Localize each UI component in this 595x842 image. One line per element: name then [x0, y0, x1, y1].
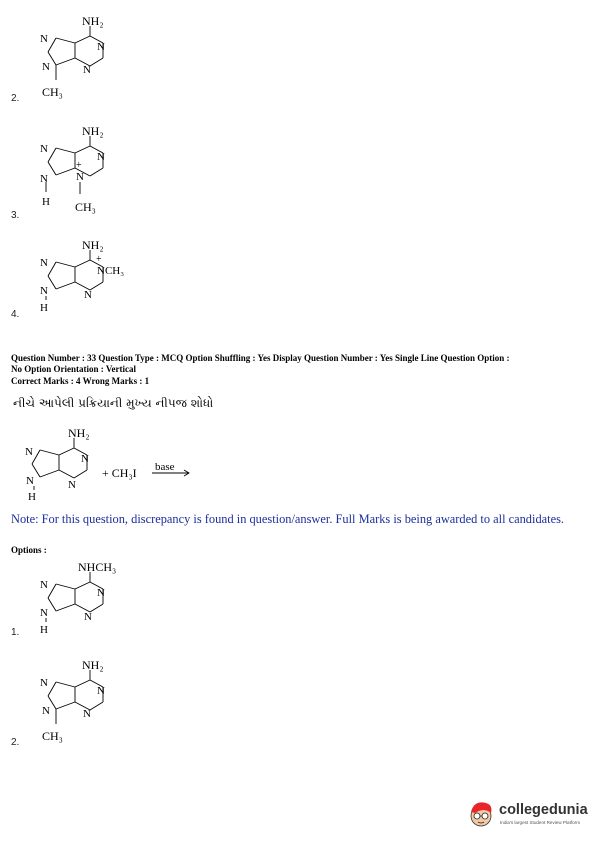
- atom-label: N: [40, 579, 48, 591]
- atom-label: N: [83, 64, 91, 76]
- reaction-scheme: [12, 422, 212, 512]
- atom-label: N: [40, 607, 48, 619]
- atom-label: NHCH₃: [78, 560, 117, 574]
- atom-label: N: [81, 453, 89, 465]
- option-number: 3.: [11, 210, 20, 221]
- atom-label: NCH₃: [97, 265, 125, 277]
- atom-label: N: [97, 685, 105, 697]
- question-meta-line1: Question Number : 33 Question Type : MCQ Option Shuffling : Yes Display Question Number : Yes Single Line Question Option :: [11, 353, 510, 363]
- atom-label: N: [26, 475, 34, 487]
- atom-label: N: [76, 171, 84, 183]
- atom-label: N: [68, 479, 76, 491]
- atom-label: N: [40, 173, 48, 185]
- atom-label: CH₃: [75, 200, 96, 214]
- option-3-structure: [28, 120, 138, 220]
- atom-label: NH₂: [68, 426, 90, 440]
- discrepancy-note: Note: For this question, discrepancy is found in question/answer. Full Marks is being awarded to all candidates.: [11, 512, 565, 526]
- atom-label: N: [40, 285, 48, 297]
- atom-label: NH₂: [82, 658, 104, 672]
- question-text: નીચે આપેલી પ્રક્રિયાની મુખ્ય નીપજ શોધો: [13, 396, 214, 410]
- logo-wordmark: collegedunia: [499, 802, 588, 818]
- question-marks: Correct Marks : 4 Wrong Marks : 1: [11, 376, 150, 386]
- atom-label: H: [42, 196, 50, 208]
- answer-option-1-structure: [28, 556, 148, 641]
- option-4-structure: [28, 234, 158, 319]
- atom-label: N: [40, 143, 48, 155]
- atom-label: N: [97, 41, 105, 53]
- atom-label: N: [97, 587, 105, 599]
- question-meta-line2: No Option Orientation : Vertical: [11, 364, 136, 374]
- n9-substituent: CH₃: [42, 85, 63, 99]
- atom-label: N: [40, 33, 48, 45]
- condition: base: [155, 461, 175, 473]
- mascot-icon: [466, 797, 500, 831]
- atom-label: N: [42, 61, 50, 73]
- amine-label: NH₂: [82, 14, 104, 28]
- atom-label: CH₃: [42, 729, 63, 743]
- plus-charge: +: [76, 160, 82, 171]
- atom-label: N: [25, 446, 33, 458]
- answer-option-2-structure: [28, 654, 138, 749]
- collegedunia-logo[interactable]: [466, 797, 586, 833]
- atom-label: H: [40, 302, 48, 314]
- option-number: 2.: [11, 93, 20, 104]
- atom-label: N: [84, 289, 92, 301]
- atom-label: N: [83, 708, 91, 720]
- option-number: 2.: [11, 737, 20, 748]
- logo-tagline: India's largest Student Review Platform: [500, 820, 581, 825]
- reagent: + CH₃I: [102, 466, 137, 480]
- atom-label: N: [40, 257, 48, 269]
- atom-label: N: [42, 705, 50, 717]
- option-number: 1.: [11, 627, 20, 638]
- atom-label: +: [96, 254, 102, 265]
- atom-label: H: [40, 624, 48, 636]
- atom-label: N: [84, 611, 92, 623]
- atom-label: NH₂: [82, 238, 104, 252]
- atom-label: N: [40, 677, 48, 689]
- options-label: Options :: [11, 545, 47, 555]
- atom-label: H: [28, 491, 36, 503]
- atom-label: N: [97, 151, 105, 163]
- option-2-structure: [28, 10, 138, 105]
- option-number: 4.: [11, 309, 20, 320]
- atom-label: NH₂: [82, 124, 104, 138]
